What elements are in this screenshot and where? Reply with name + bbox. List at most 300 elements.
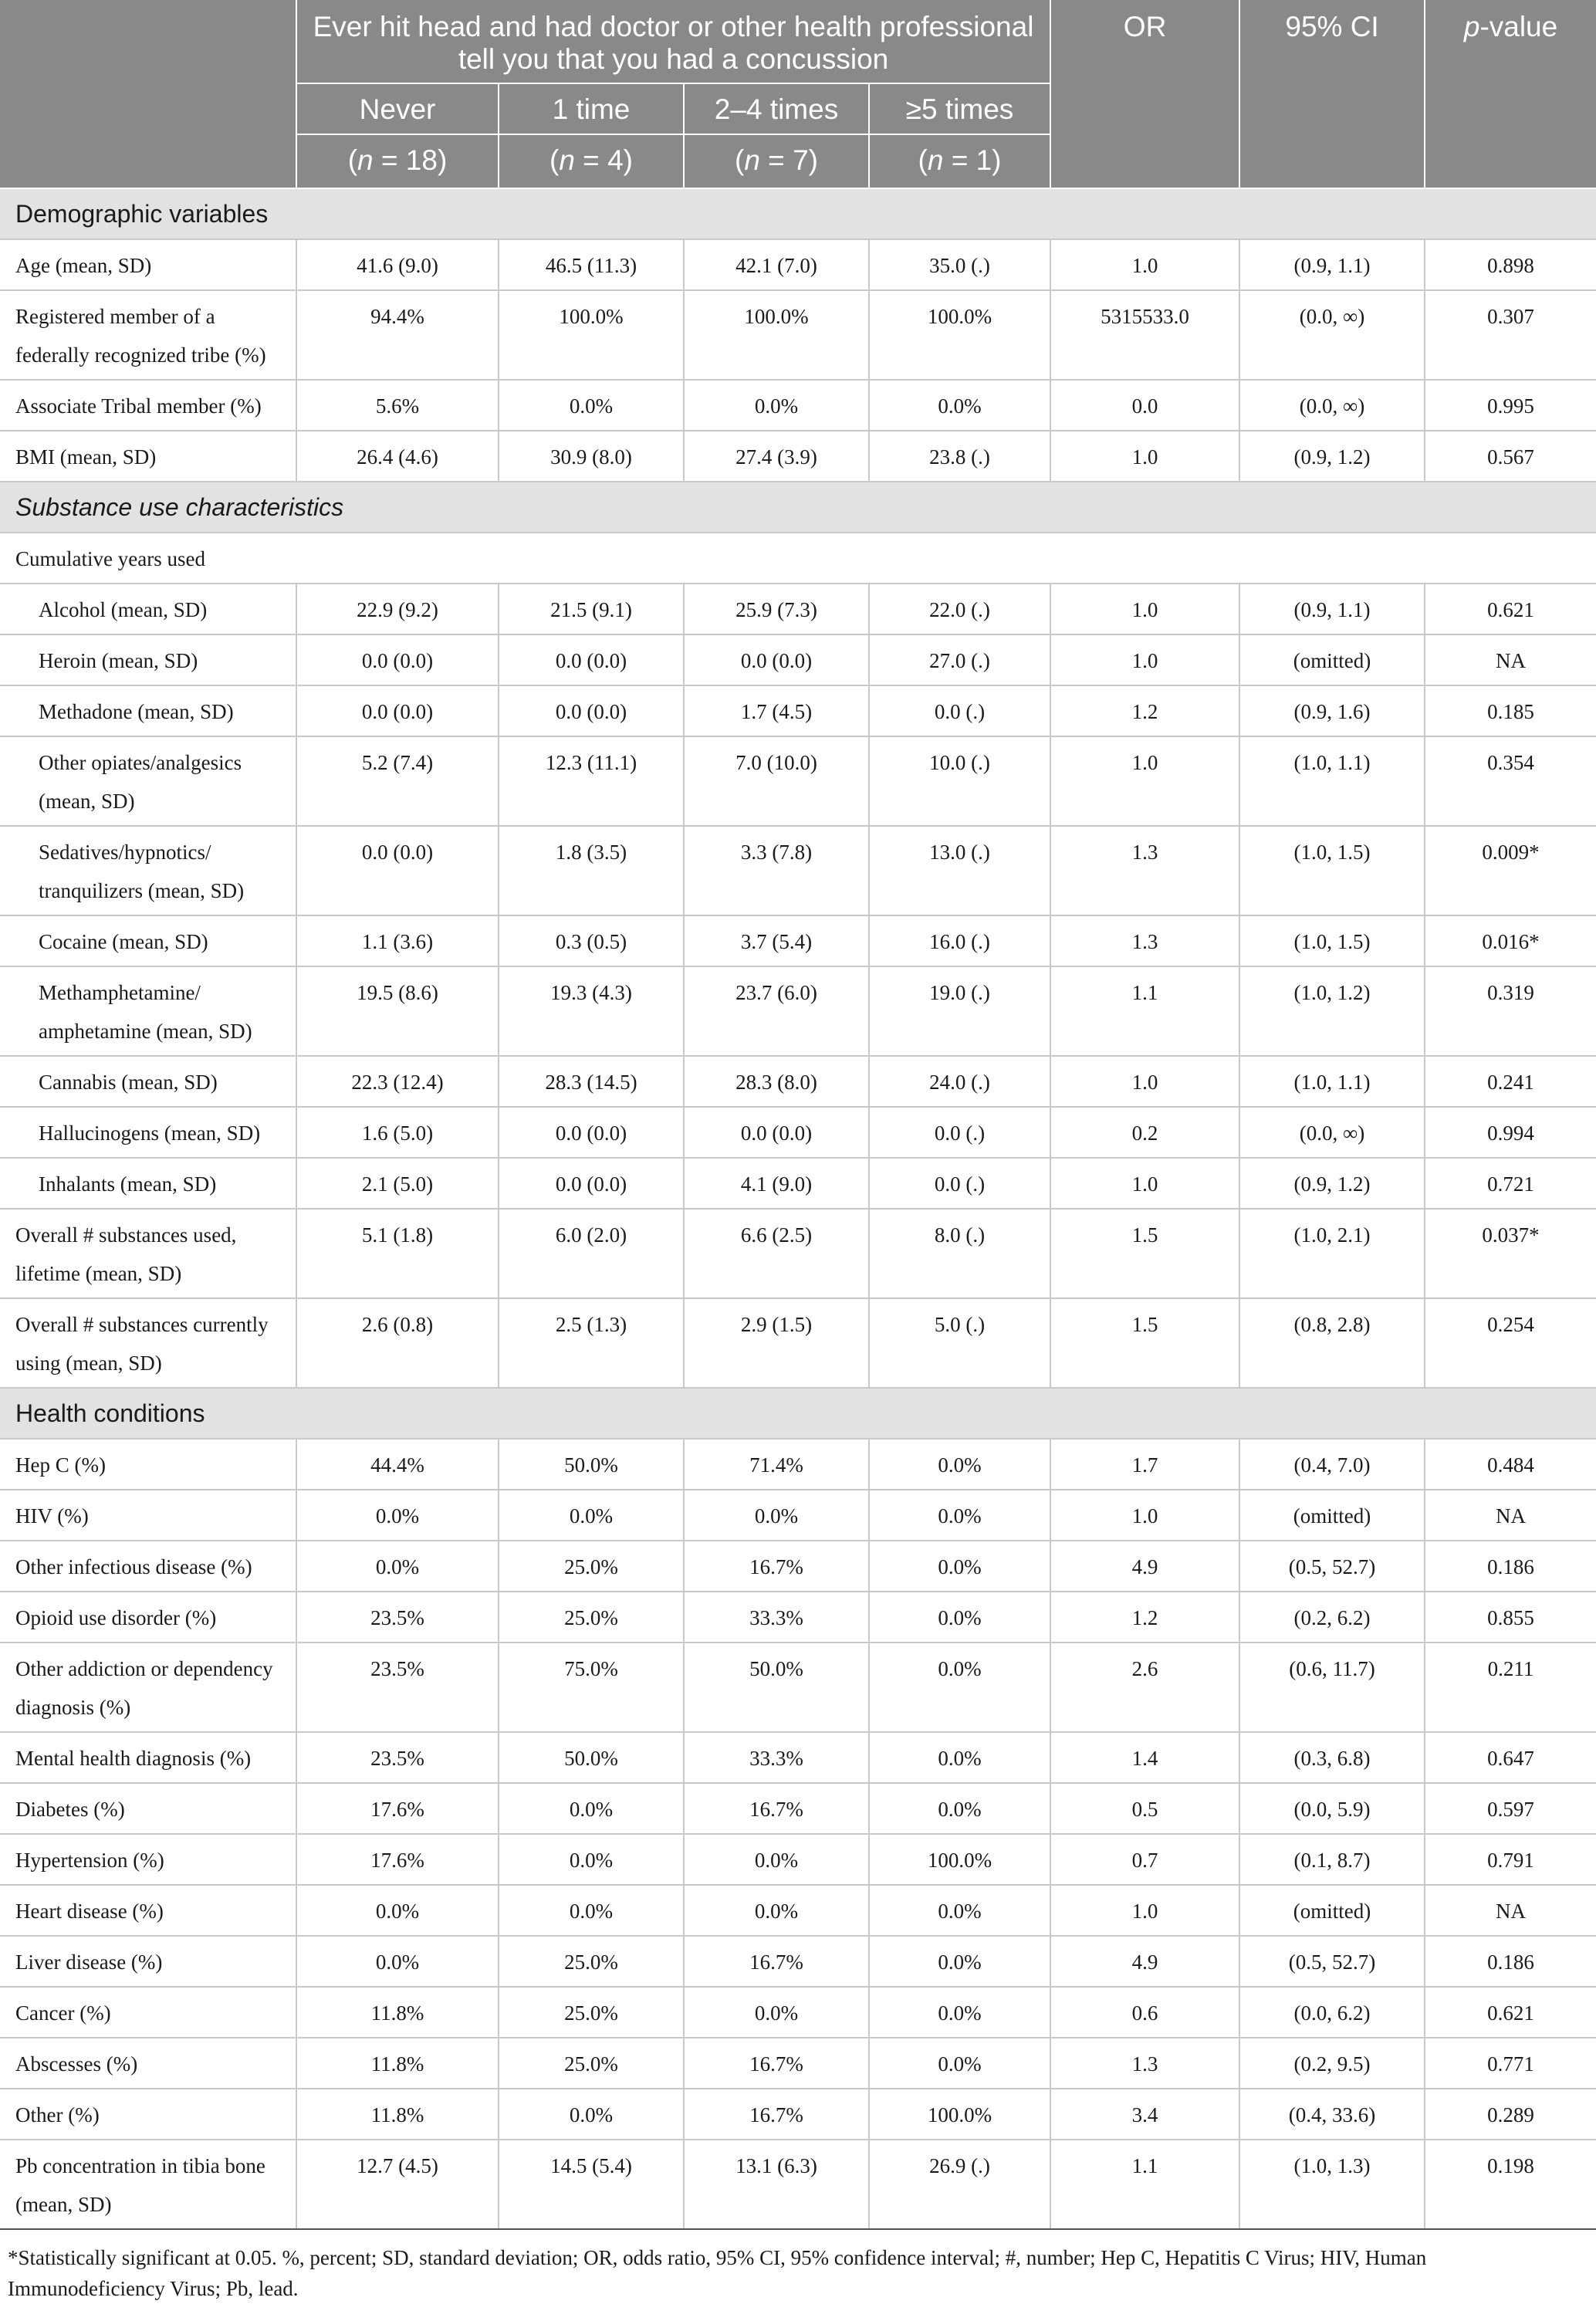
five-plus-times-value: 0.0% xyxy=(869,1439,1050,1490)
two-four-times-value: 0.0% xyxy=(684,1490,869,1541)
row-label: Overall # substances used, lifetime (mean, SD) xyxy=(0,1209,296,1298)
category-never-header: Never xyxy=(296,83,499,134)
two-four-times-value: 33.3% xyxy=(684,1592,869,1643)
one-time-value: 6.0 (2.0) xyxy=(499,1209,684,1298)
two-four-times-value: 7.0 (10.0) xyxy=(684,736,869,826)
row-label: Hep C (%) xyxy=(0,1439,296,1490)
italic-symbol: n xyxy=(744,144,760,176)
one-time-value: 0.0% xyxy=(499,380,684,431)
p-value: 0.621 xyxy=(1425,1987,1596,2038)
table-row xyxy=(0,1783,1596,1834)
row-label: Other addiction or dependency diagnosis (%) xyxy=(0,1643,296,1732)
two-four-times-value: 16.7% xyxy=(684,2089,869,2140)
row-label: Cancer (%) xyxy=(0,1987,296,2038)
p-value: 0.241 xyxy=(1425,1056,1596,1107)
header-corner-cell xyxy=(0,0,296,188)
table-row xyxy=(0,2140,1596,2229)
category-5-plus-times-header: ≥5 times xyxy=(869,83,1050,134)
row-label: Methadone (mean, SD) xyxy=(0,685,296,736)
p-value: 0.009* xyxy=(1425,826,1596,915)
two-four-times-value: 3.3 (7.8) xyxy=(684,826,869,915)
table-row xyxy=(0,915,1596,966)
table-footnote: *Statistically significant at 0.05. %, percent; SD, standard deviation; OR, odds ratio, 95% CI, 95% confidence interval; #, number; Hep C, Hepatitis C Virus; HIV, Human Immunodeficiency Virus; Pb, lead. xyxy=(8,2246,1427,2300)
table-row xyxy=(0,380,1596,431)
one-time-value: 100.0% xyxy=(499,290,684,380)
never-value: 11.8% xyxy=(296,2089,499,2140)
odds-ratio-value: 3.4 xyxy=(1050,2089,1239,2140)
five-plus-times-value: 0.0 (.) xyxy=(869,1158,1050,1209)
five-plus-times-value: 35.0 (.) xyxy=(869,239,1050,290)
one-time-value: 25.0% xyxy=(499,1936,684,1987)
table-row xyxy=(0,634,1596,685)
confidence-interval-value: (0.0, ∞) xyxy=(1239,1107,1425,1158)
table-row xyxy=(0,239,1596,290)
never-value: 0.0 (0.0) xyxy=(296,685,499,736)
table-row xyxy=(0,1732,1596,1783)
five-plus-times-value: 5.0 (.) xyxy=(869,1298,1050,1388)
row-label: Heroin (mean, SD) xyxy=(0,634,296,685)
one-time-value: 25.0% xyxy=(499,2038,684,2089)
never-value: 22.9 (9.2) xyxy=(296,584,499,634)
confidence-interval-value: (0.2, 9.5) xyxy=(1239,2038,1425,2089)
five-plus-times-value: 0.0 (.) xyxy=(869,685,1050,736)
category-2-4-times-header: 2–4 times xyxy=(684,83,869,134)
italic-symbol: p xyxy=(1463,11,1480,42)
confidence-interval-value: (1.0, 1.1) xyxy=(1239,1056,1425,1107)
odds-ratio-value: 4.9 xyxy=(1050,1936,1239,1987)
row-label: Diabetes (%) xyxy=(0,1783,296,1834)
five-plus-times-value: 100.0% xyxy=(869,290,1050,380)
row-label: Abscesses (%) xyxy=(0,2038,296,2089)
category-never-n xyxy=(296,134,499,188)
p-value: NA xyxy=(1425,634,1596,685)
odds-ratio-value: 1.0 xyxy=(1050,736,1239,826)
p-value: 0.484 xyxy=(1425,1439,1596,1490)
table-row xyxy=(0,1592,1596,1643)
row-label: Pb concentration in tibia bone (mean, SD) xyxy=(0,2140,296,2229)
never-value: 22.3 (12.4) xyxy=(296,1056,499,1107)
five-plus-times-value: 19.0 (.) xyxy=(869,966,1050,1056)
one-time-value: 30.9 (8.0) xyxy=(499,431,684,482)
two-four-times-value: 13.1 (6.3) xyxy=(684,2140,869,2229)
row-label: Other opiates/analgesics (mean, SD) xyxy=(0,736,296,826)
never-value: 11.8% xyxy=(296,1987,499,2038)
five-plus-times-value: 0.0% xyxy=(869,1783,1050,1834)
never-value: 2.6 (0.8) xyxy=(296,1298,499,1388)
p-value: 0.186 xyxy=(1425,1936,1596,1987)
five-plus-times-value: 0.0 (.) xyxy=(869,1107,1050,1158)
one-time-value: 0.0% xyxy=(499,1783,684,1834)
odds-ratio-value: 0.7 xyxy=(1050,1834,1239,1885)
section-header-row xyxy=(0,1388,1596,1439)
one-time-value: 25.0% xyxy=(499,1987,684,2038)
category-1-time-header: 1 time xyxy=(499,83,684,134)
never-value: 0.0% xyxy=(296,1885,499,1936)
p-value: 0.198 xyxy=(1425,2140,1596,2229)
row-label: Registered member of a federally recognized tribe (%) xyxy=(0,290,296,380)
p-value: 0.567 xyxy=(1425,431,1596,482)
odds-ratio-value: 1.0 xyxy=(1050,1158,1239,1209)
odds-ratio-value: 2.6 xyxy=(1050,1643,1239,1732)
odds-ratio-value: 1.0 xyxy=(1050,584,1239,634)
p-value: 0.289 xyxy=(1425,2089,1596,2140)
confidence-interval-value: (0.4, 33.6) xyxy=(1239,2089,1425,2140)
five-plus-times-value: 0.0% xyxy=(869,1732,1050,1783)
never-value: 23.5% xyxy=(296,1732,499,1783)
two-four-times-value: 0.0% xyxy=(684,1885,869,1936)
confidence-interval-value: (0.0, ∞) xyxy=(1239,290,1425,380)
two-four-times-value: 0.0% xyxy=(684,1987,869,2038)
odds-ratio-value: 1.0 xyxy=(1050,1056,1239,1107)
five-plus-times-value: 16.0 (.) xyxy=(869,915,1050,966)
confidence-interval-value: (0.5, 52.7) xyxy=(1239,1541,1425,1592)
one-time-value: 12.3 (11.1) xyxy=(499,736,684,826)
odds-ratio-value: 4.9 xyxy=(1050,1541,1239,1592)
five-plus-times-value: 0.0% xyxy=(869,1643,1050,1732)
concussion-group-title: Ever hit head and had doctor or other health professional tell you that you had a concussion xyxy=(296,0,1050,83)
confidence-interval-value: (1.0, 2.1) xyxy=(1239,1209,1425,1298)
two-four-times-value: 2.9 (1.5) xyxy=(684,1298,869,1388)
two-four-times-value: 100.0% xyxy=(684,290,869,380)
confidence-interval-value: (0.8, 2.8) xyxy=(1239,1298,1425,1388)
odds-ratio-value: 1.5 xyxy=(1050,1209,1239,1298)
one-time-value: 46.5 (11.3) xyxy=(499,239,684,290)
one-time-value: 50.0% xyxy=(499,1439,684,1490)
table-row xyxy=(0,1107,1596,1158)
row-label: Methamphetamine/ amphetamine (mean, SD) xyxy=(0,966,296,1056)
odds-ratio-value: 1.3 xyxy=(1050,915,1239,966)
n-label: (n = 18) xyxy=(347,144,448,176)
never-value: 5.2 (7.4) xyxy=(296,736,499,826)
confidence-interval-value: (0.9, 1.1) xyxy=(1239,584,1425,634)
p-value-header-label: p-value xyxy=(1463,11,1558,42)
p-value: 0.254 xyxy=(1425,1298,1596,1388)
five-plus-times-value: 0.0% xyxy=(869,1936,1050,1987)
confidence-interval-value: (0.9, 1.2) xyxy=(1239,1158,1425,1209)
five-plus-times-value: 0.0% xyxy=(869,2038,1050,2089)
table-row xyxy=(0,1209,1596,1298)
two-four-times-value: 25.9 (7.3) xyxy=(684,584,869,634)
confidence-interval-value: (0.5, 52.7) xyxy=(1239,1936,1425,1987)
two-four-times-value: 23.7 (6.0) xyxy=(684,966,869,1056)
p-value: 0.354 xyxy=(1425,736,1596,826)
two-four-times-value: 71.4% xyxy=(684,1439,869,1490)
row-label: Heart disease (%) xyxy=(0,1885,296,1936)
row-label: Other infectious disease (%) xyxy=(0,1541,296,1592)
table-row xyxy=(0,1987,1596,2038)
row-label: Liver disease (%) xyxy=(0,1936,296,1987)
row-label: Mental health diagnosis (%) xyxy=(0,1732,296,1783)
odds-ratio-value: 1.2 xyxy=(1050,685,1239,736)
section-title: Substance use characteristics xyxy=(0,482,1596,533)
one-time-value: 0.0% xyxy=(499,1490,684,1541)
two-four-times-value: 0.0% xyxy=(684,380,869,431)
subheader-row xyxy=(0,533,1596,584)
table-row xyxy=(0,290,1596,380)
never-value: 44.4% xyxy=(296,1439,499,1490)
odds-ratio-value: 0.5 xyxy=(1050,1783,1239,1834)
two-four-times-value: 16.7% xyxy=(684,1541,869,1592)
never-value: 5.6% xyxy=(296,380,499,431)
two-four-times-value: 16.7% xyxy=(684,2038,869,2089)
two-four-times-value: 0.0 (0.0) xyxy=(684,1107,869,1158)
five-plus-times-value: 0.0% xyxy=(869,1592,1050,1643)
one-time-value: 0.0 (0.0) xyxy=(499,634,684,685)
never-value: 17.6% xyxy=(296,1834,499,1885)
p-value: 0.621 xyxy=(1425,584,1596,634)
section-title: Health conditions xyxy=(0,1388,1596,1439)
five-plus-times-value: 10.0 (.) xyxy=(869,736,1050,826)
five-plus-times-value: 26.9 (.) xyxy=(869,2140,1050,2229)
never-value: 1.1 (3.6) xyxy=(296,915,499,966)
row-label: Associate Tribal member (%) xyxy=(0,380,296,431)
p-value: 0.898 xyxy=(1425,239,1596,290)
never-value: 0.0% xyxy=(296,1541,499,1592)
confidence-interval-value: (1.0, 1.3) xyxy=(1239,2140,1425,2229)
five-plus-times-value: 13.0 (.) xyxy=(869,826,1050,915)
confidence-interval-value: (1.0, 1.5) xyxy=(1239,826,1425,915)
category-1-time-n xyxy=(499,134,684,188)
five-plus-times-value: 8.0 (.) xyxy=(869,1209,1050,1298)
never-value: 0.0% xyxy=(296,1936,499,1987)
p-value: 0.319 xyxy=(1425,966,1596,1056)
p-value-header xyxy=(1425,0,1596,188)
row-label: Cannabis (mean, SD) xyxy=(0,1056,296,1107)
one-time-value: 25.0% xyxy=(499,1592,684,1643)
row-label: Hallucinogens (mean, SD) xyxy=(0,1107,296,1158)
never-value: 23.5% xyxy=(296,1592,499,1643)
confidence-interval-value: (1.0, 1.2) xyxy=(1239,966,1425,1056)
two-four-times-value: 16.7% xyxy=(684,1783,869,1834)
table-row xyxy=(0,1439,1596,1490)
p-value: 0.597 xyxy=(1425,1783,1596,1834)
never-value: 0.0 (0.0) xyxy=(296,826,499,915)
one-time-value: 19.3 (4.3) xyxy=(499,966,684,1056)
five-plus-times-value: 0.0% xyxy=(869,1541,1050,1592)
one-time-value: 0.0 (0.0) xyxy=(499,1158,684,1209)
two-four-times-value: 3.7 (5.4) xyxy=(684,915,869,966)
p-value: 0.771 xyxy=(1425,2038,1596,2089)
never-value: 11.8% xyxy=(296,2038,499,2089)
odds-ratio-value: 1.0 xyxy=(1050,1885,1239,1936)
p-value: 0.037* xyxy=(1425,1209,1596,1298)
five-plus-times-value: 100.0% xyxy=(869,2089,1050,2140)
row-label: Opioid use disorder (%) xyxy=(0,1592,296,1643)
confidence-interval-header: 95% CI xyxy=(1239,0,1425,188)
five-plus-times-value: 22.0 (.) xyxy=(869,584,1050,634)
never-value: 1.6 (5.0) xyxy=(296,1107,499,1158)
one-time-value: 0.0% xyxy=(499,2089,684,2140)
one-time-value: 0.0% xyxy=(499,1834,684,1885)
one-time-value: 1.8 (3.5) xyxy=(499,826,684,915)
italic-symbol: n xyxy=(357,144,374,176)
two-four-times-value: 6.6 (2.5) xyxy=(684,1209,869,1298)
confidence-interval-value: (0.6, 11.7) xyxy=(1239,1643,1425,1732)
odds-ratio-value: 1.5 xyxy=(1050,1298,1239,1388)
two-four-times-value: 16.7% xyxy=(684,1936,869,1987)
confidence-interval-value: (0.9, 1.2) xyxy=(1239,431,1425,482)
p-value: 0.855 xyxy=(1425,1592,1596,1643)
two-four-times-value: 28.3 (8.0) xyxy=(684,1056,869,1107)
table-row xyxy=(0,1490,1596,1541)
p-value: NA xyxy=(1425,1490,1596,1541)
confidence-interval-value: (0.3, 6.8) xyxy=(1239,1732,1425,1783)
odds-ratio-value: 1.1 xyxy=(1050,2140,1239,2229)
one-time-value: 0.3 (0.5) xyxy=(499,915,684,966)
table-row xyxy=(0,736,1596,826)
two-four-times-value: 1.7 (4.5) xyxy=(684,685,869,736)
two-four-times-value: 0.0 (0.0) xyxy=(684,634,869,685)
confidence-interval-value: (0.0, ∞) xyxy=(1239,380,1425,431)
one-time-value: 28.3 (14.5) xyxy=(499,1056,684,1107)
p-value: 0.016* xyxy=(1425,915,1596,966)
five-plus-times-value: 0.0% xyxy=(869,1885,1050,1936)
two-four-times-value: 27.4 (3.9) xyxy=(684,431,869,482)
confidence-interval-value: (0.9, 1.1) xyxy=(1239,239,1425,290)
p-value: 0.186 xyxy=(1425,1541,1596,1592)
p-value: NA xyxy=(1425,1885,1596,1936)
row-label: Sedatives/hypnotics/ tranquilizers (mean, SD) xyxy=(0,826,296,915)
table-row xyxy=(0,1158,1596,1209)
odds-ratio-value: 1.3 xyxy=(1050,2038,1239,2089)
row-label: BMI (mean, SD) xyxy=(0,431,296,482)
five-plus-times-value: 0.0% xyxy=(869,380,1050,431)
p-value: 0.647 xyxy=(1425,1732,1596,1783)
two-four-times-value: 50.0% xyxy=(684,1643,869,1732)
one-time-value: 25.0% xyxy=(499,1541,684,1592)
p-value: 0.185 xyxy=(1425,685,1596,736)
confidence-interval-value: (0.9, 1.6) xyxy=(1239,685,1425,736)
table-row xyxy=(0,584,1596,634)
two-four-times-value: 33.3% xyxy=(684,1732,869,1783)
one-time-value: 0.0% xyxy=(499,1885,684,1936)
odds-ratio-value: 1.0 xyxy=(1050,634,1239,685)
subheader-label: Cumulative years used xyxy=(0,533,1596,584)
confidence-interval-value: (0.0, 6.2) xyxy=(1239,1987,1425,2038)
table-row xyxy=(0,1885,1596,1936)
never-value: 17.6% xyxy=(296,1783,499,1834)
five-plus-times-value: 100.0% xyxy=(869,1834,1050,1885)
never-value: 94.4% xyxy=(296,290,499,380)
table-row xyxy=(0,2089,1596,2140)
one-time-value: 75.0% xyxy=(499,1643,684,1732)
one-time-value: 21.5 (9.1) xyxy=(499,584,684,634)
never-value: 0.0 (0.0) xyxy=(296,634,499,685)
odds-ratio-value: 1.4 xyxy=(1050,1732,1239,1783)
five-plus-times-value: 23.8 (.) xyxy=(869,431,1050,482)
one-time-value: 14.5 (5.4) xyxy=(499,2140,684,2229)
never-value: 26.4 (4.6) xyxy=(296,431,499,482)
p-value: 0.307 xyxy=(1425,290,1596,380)
one-time-value: 0.0 (0.0) xyxy=(499,685,684,736)
category-2-4-times-n xyxy=(684,134,869,188)
section-header-row xyxy=(0,188,1596,239)
confidence-interval-value: (omitted) xyxy=(1239,1885,1425,1936)
p-value: 0.994 xyxy=(1425,1107,1596,1158)
table-row xyxy=(0,1541,1596,1592)
five-plus-times-value: 24.0 (.) xyxy=(869,1056,1050,1107)
table-row xyxy=(0,1834,1596,1885)
five-plus-times-value: 0.0% xyxy=(869,1490,1050,1541)
confidence-interval-value: (1.0, 1.1) xyxy=(1239,736,1425,826)
row-label: Age (mean, SD) xyxy=(0,239,296,290)
odds-ratio-value: 0.2 xyxy=(1050,1107,1239,1158)
table-row xyxy=(0,1936,1596,1987)
two-four-times-value: 0.0% xyxy=(684,1834,869,1885)
italic-symbol: n xyxy=(559,144,575,176)
five-plus-times-value: 27.0 (.) xyxy=(869,634,1050,685)
table-row xyxy=(0,1056,1596,1107)
p-value: 0.995 xyxy=(1425,380,1596,431)
two-four-times-value: 42.1 (7.0) xyxy=(684,239,869,290)
confidence-interval-value: (1.0, 1.5) xyxy=(1239,915,1425,966)
two-four-times-value: 4.1 (9.0) xyxy=(684,1158,869,1209)
odds-ratio-value: 1.0 xyxy=(1050,239,1239,290)
confidence-interval-value: (0.2, 6.2) xyxy=(1239,1592,1425,1643)
odds-ratio-value: 0.6 xyxy=(1050,1987,1239,2038)
table-body xyxy=(0,188,1596,2229)
odds-ratio-value: 1.0 xyxy=(1050,431,1239,482)
table-row xyxy=(0,431,1596,482)
odds-ratio-value: 0.0 xyxy=(1050,380,1239,431)
p-value: 0.211 xyxy=(1425,1643,1596,1732)
odds-ratio-value: 5315533.0 xyxy=(1050,290,1239,380)
never-value: 23.5% xyxy=(296,1643,499,1732)
confidence-interval-value: (0.1, 8.7) xyxy=(1239,1834,1425,1885)
table-row xyxy=(0,1643,1596,1732)
odds-ratio-value: 1.3 xyxy=(1050,826,1239,915)
italic-symbol: n xyxy=(927,144,944,176)
row-label: Inhalants (mean, SD) xyxy=(0,1158,296,1209)
row-label: Alcohol (mean, SD) xyxy=(0,584,296,634)
confidence-interval-value: (0.4, 7.0) xyxy=(1239,1439,1425,1490)
category-5-plus-times-n xyxy=(869,134,1050,188)
confidence-interval-value: (omitted) xyxy=(1239,634,1425,685)
never-value: 5.1 (1.8) xyxy=(296,1209,499,1298)
never-value: 2.1 (5.0) xyxy=(296,1158,499,1209)
n-label: (n = 7) xyxy=(735,144,818,176)
odds-ratio-value: 1.1 xyxy=(1050,966,1239,1056)
odds-ratio-value: 1.7 xyxy=(1050,1439,1239,1490)
table-row xyxy=(0,685,1596,736)
confidence-interval-value: (omitted) xyxy=(1239,1490,1425,1541)
row-label: Cocaine (mean, SD) xyxy=(0,915,296,966)
row-label: Other (%) xyxy=(0,2089,296,2140)
one-time-value: 2.5 (1.3) xyxy=(499,1298,684,1388)
table-header xyxy=(0,0,1596,188)
odds-ratio-header: OR xyxy=(1050,0,1239,188)
never-value: 41.6 (9.0) xyxy=(296,239,499,290)
p-value: 0.721 xyxy=(1425,1158,1596,1209)
never-value: 12.7 (4.5) xyxy=(296,2140,499,2229)
never-value: 19.5 (8.6) xyxy=(296,966,499,1056)
odds-ratio-value: 1.0 xyxy=(1050,1490,1239,1541)
five-plus-times-value: 0.0% xyxy=(869,1987,1050,2038)
one-time-value: 50.0% xyxy=(499,1732,684,1783)
never-value: 0.0% xyxy=(296,1490,499,1541)
table-row xyxy=(0,966,1596,1056)
p-value: 0.791 xyxy=(1425,1834,1596,1885)
table-row xyxy=(0,826,1596,915)
row-label: Overall # substances currently using (mean, SD) xyxy=(0,1298,296,1388)
section-header-row xyxy=(0,482,1596,533)
confidence-interval-value: (0.0, 5.9) xyxy=(1239,1783,1425,1834)
one-time-value: 0.0 (0.0) xyxy=(499,1107,684,1158)
n-label: (n = 1) xyxy=(918,144,1002,176)
table-row xyxy=(0,1298,1596,1388)
table-row xyxy=(0,2038,1596,2089)
row-label: Hypertension (%) xyxy=(0,1834,296,1885)
